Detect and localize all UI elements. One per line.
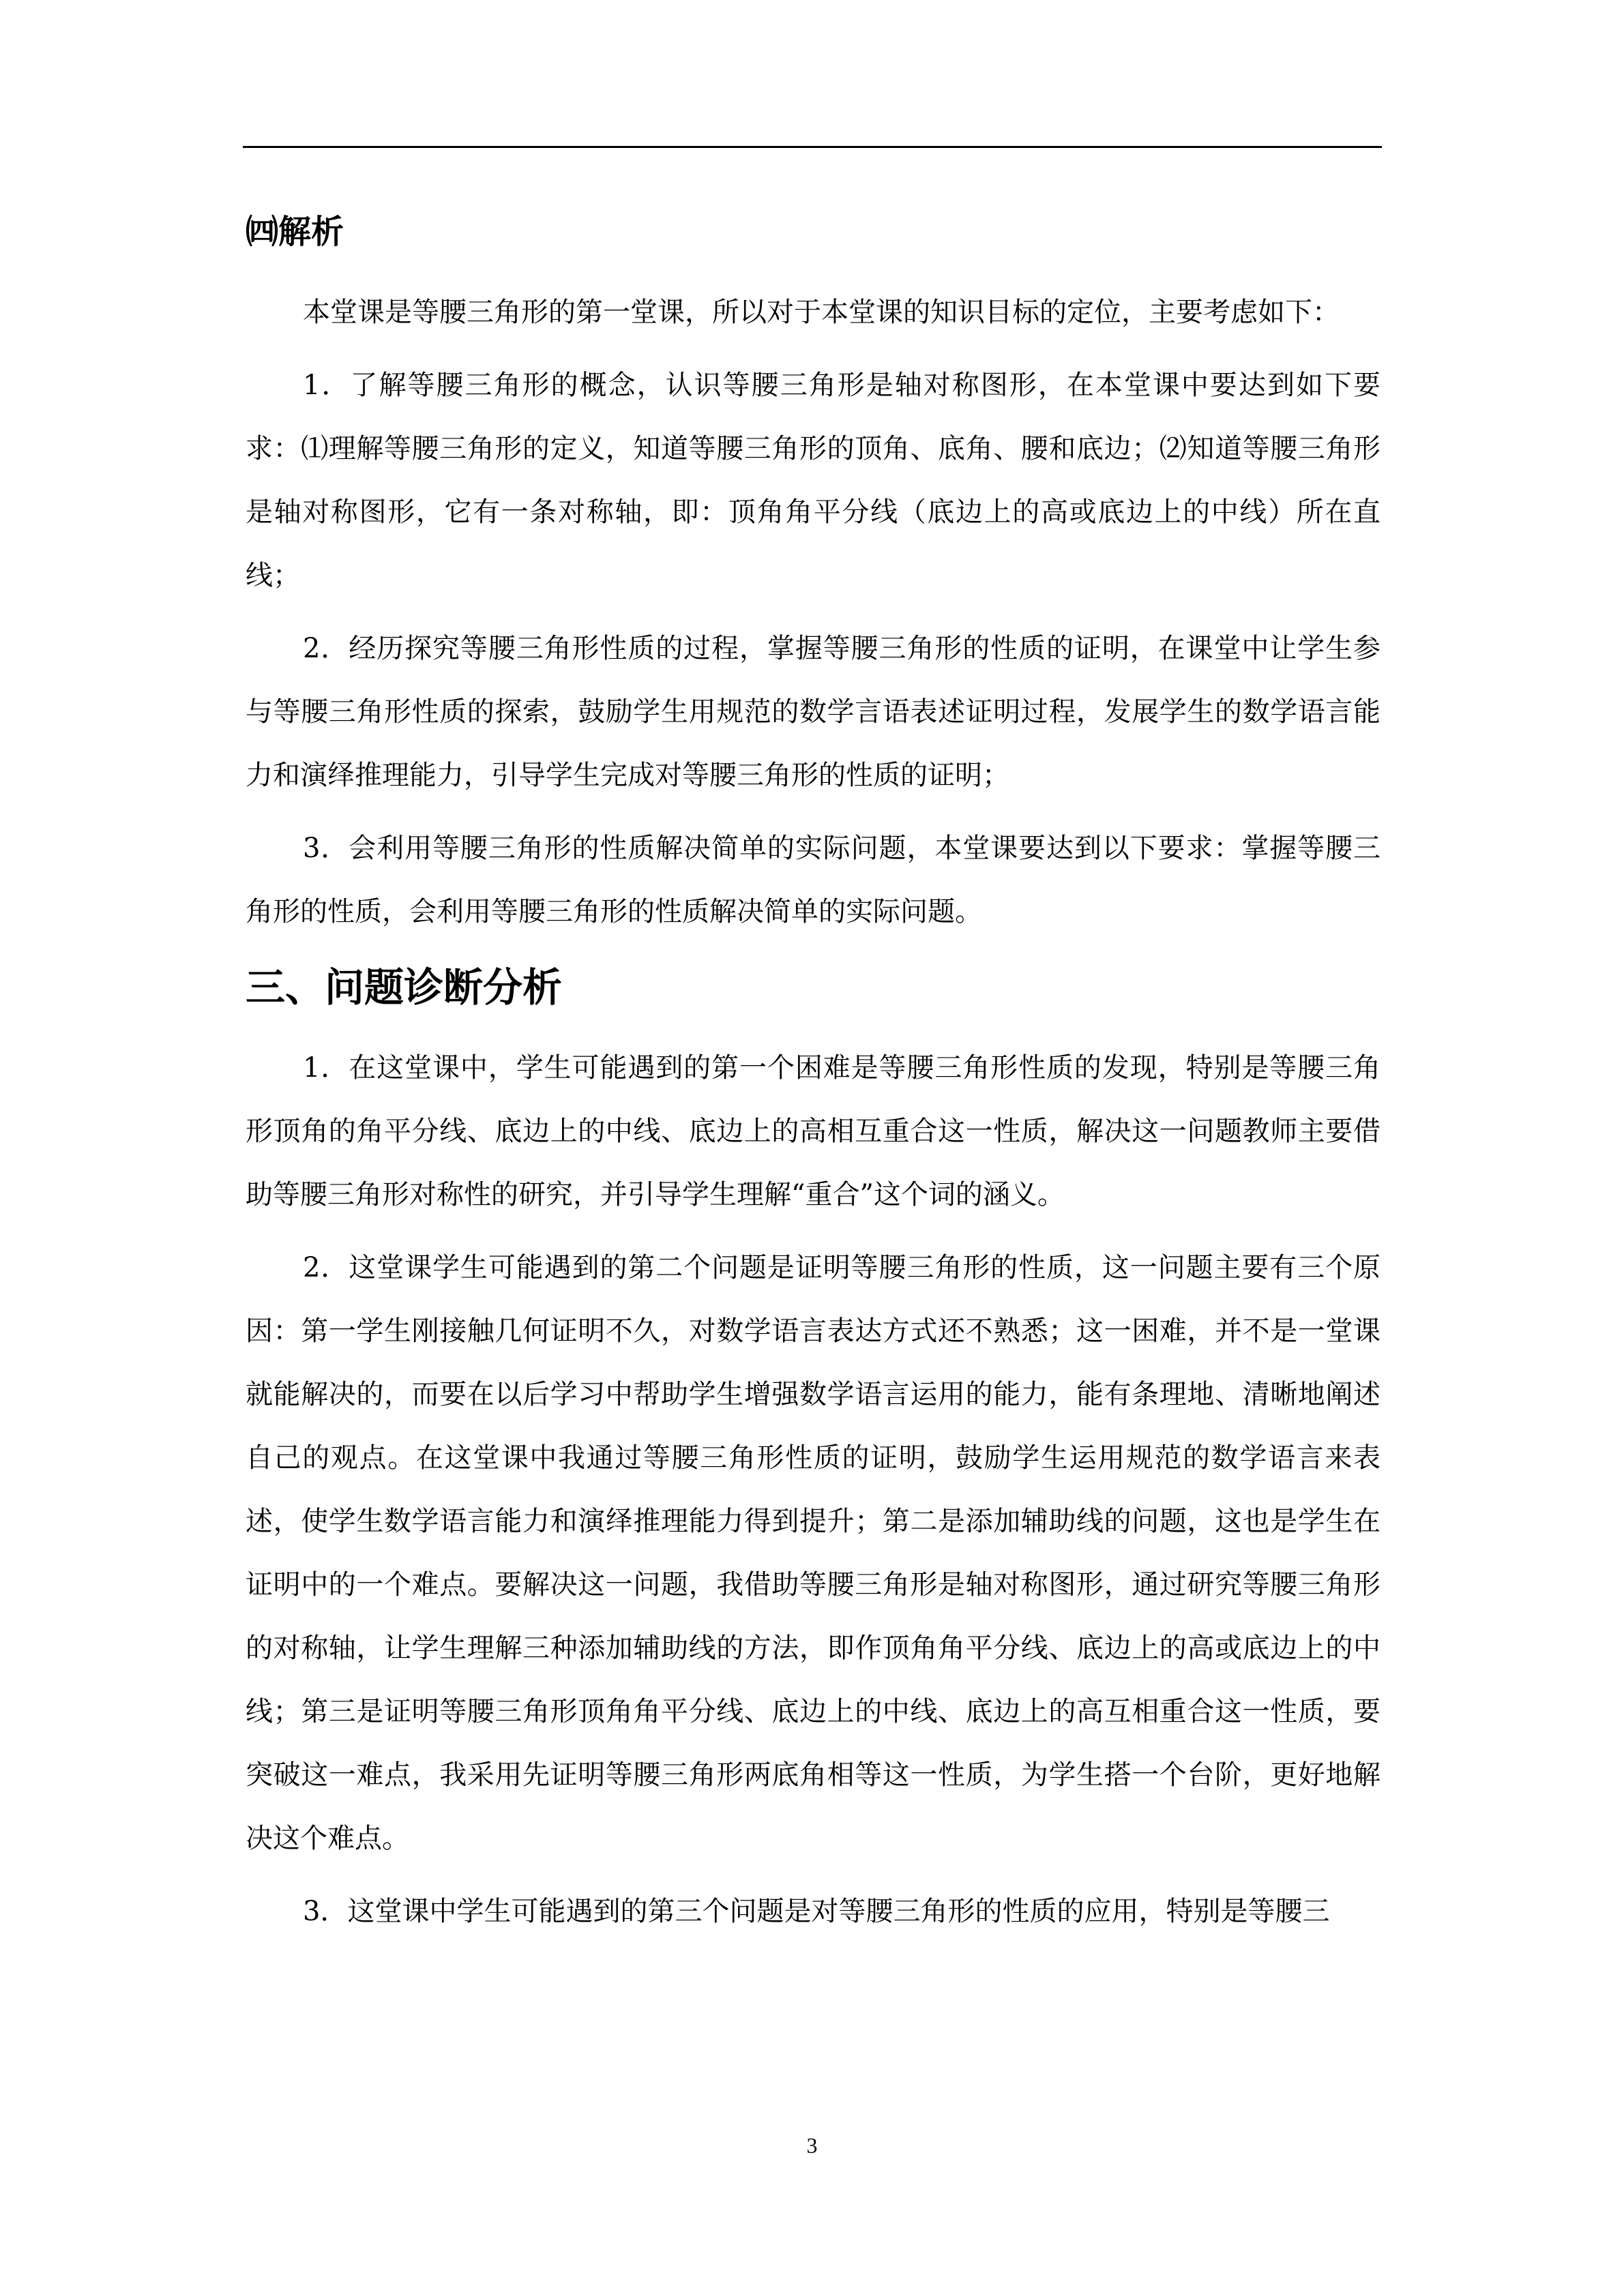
subsection-heading: ㈣解析 [246, 213, 344, 251]
page-body [246, 205, 1381, 1953]
paragraph: 2．经历探究等腰三角形性质的过程，掌握等腰三角形的性质的证明，在课堂中让学生参与等腰三角形性质的探索，鼓励学生用规范的数学言语表述证明过程，发展学生的数学语言能力和演绎推理能力，引导学生完成对等腰三角形的性质的证明； [246, 633, 1381, 791]
paragraph: 本堂课是等腰三角形的第一堂课，所以对于本堂课的知识目标的定位，主要考虑如下： [303, 297, 1340, 328]
paragraph: 3．这堂课中学生可能遇到的第三个问题是对等腰三角形的性质的应用，特别是等腰三 [303, 1896, 1330, 1927]
paragraph: 1．了解等腰三角形的概念，认识等腰三角形是轴对称图形，在本堂课中要达到如下要求：⑴理解等腰三角形的定义，知道等腰三角形的顶角、底角、腰和底边；⑵知道等腰三角形是轴对称图形，它有一条对称轴，即：顶角角平分线（底边上的高或底边上的中线）所在直线； [246, 370, 1381, 591]
page-number: 3 [806, 2133, 818, 2158]
paragraph: 3．会利用等腰三角形的性质解决简单的实际问题，本堂课要达到以下要求：掌握等腰三角形的性质，会利用等腰三角形的性质解决简单的实际问题。 [246, 833, 1381, 927]
section-heading: 三、问题诊断分析 [246, 964, 563, 1011]
paragraph: 2．这堂课学生可能遇到的第二个问题是证明等腰三角形的性质，这一问题主要有三个原因：第一学生刚接触几何证明不久，对数学语言表达方式还不熟悉；这一困难，并不是一堂课就能解决的，而要在以后学习中帮助学生增强数学语言运用的能力，能有条理地、清晰地阐述自己的观点。在这堂课中我通过等腰三角形性质的证明，鼓励学生运用规范的数学语言来表述，使学生数学语言能力和演绎推理能力得到提升；第二是添加辅助线的问题，这也是学生在证明中的一个难点。要解决这一问题，我借助等腰三角形是轴对称图形，通过研究等腰三角形的对称轴，让学生理解三种添加辅助线的方法，即作顶角角平分线、底边上的高或底边上的中线；第三是证明等腰三角形顶角角平分线、底边上的中线、底边上的高互相重合这一性质，要突破这一难点，我采用先证明等腰三角形两底角相等这一性质，为学生搭一个台阶，更好地解决这个难点。 [246, 1252, 1381, 1854]
header-rule [243, 146, 1382, 148]
paragraph: 1．在这堂课中，学生可能遇到的第一个困难是等腰三角形性质的发现，特别是等腰三角形顶角的角平分线、底边上的中线、底边上的高相互重合这一性质，解决这一问题教师主要借助等腰三角形对称性的研究，并引导学生理解“重合”这个词的涵义。 [246, 1052, 1381, 1210]
